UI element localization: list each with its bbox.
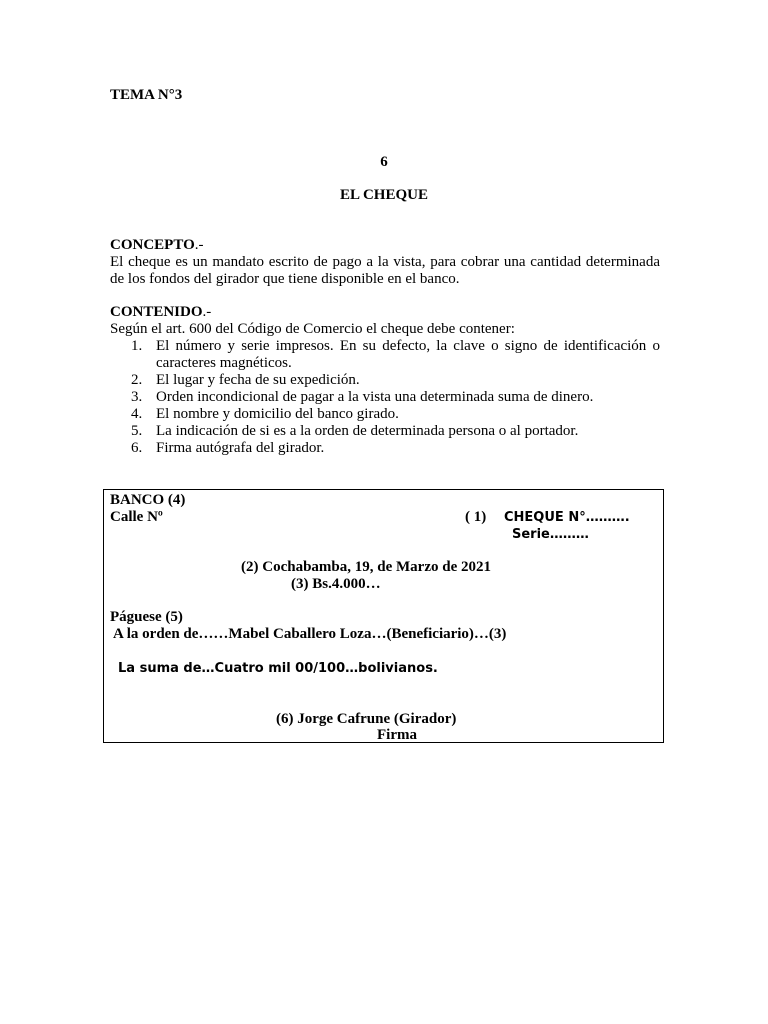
- concepto-heading-suffix: .-: [194, 237, 204, 253]
- list-text: El nombre y domicilio del banco girado.: [156, 406, 399, 422]
- list-number: 3.: [131, 389, 143, 405]
- cheque-number: CHEQUE N°……….: [504, 510, 630, 525]
- concepto-text: El cheque es un mandato escrito de pago a la vista, para cobrar una cantidad determinada de los fondos del girador que tiene disponible en el banco.: [110, 254, 660, 287]
- topic-label: TEMA N°3: [110, 87, 183, 103]
- concepto-section: [110, 237, 660, 288]
- contenido-heading: CONTENIDO: [110, 304, 203, 320]
- drawer-name: (6) Jorge Cafrune (Girador): [276, 711, 457, 727]
- contenido-section: [110, 304, 660, 457]
- list-item: [110, 338, 660, 372]
- list-text: El número y serie impresos. En su defecto, la clave o signo de identificación o caracteres magnéticos.: [156, 338, 660, 371]
- list-number: 5.: [131, 423, 143, 439]
- list-text: Orden incondicional de pagar a la vista una determinada suma de dinero.: [156, 389, 594, 405]
- page-number: 6: [380, 154, 388, 170]
- list-item: [110, 389, 660, 406]
- list-item: [110, 423, 660, 440]
- cheque-example-box: [103, 489, 664, 743]
- contenido-intro: Según el art. 600 del Código de Comercio el cheque debe contener:: [110, 321, 515, 337]
- list-number: 6.: [131, 440, 143, 456]
- contenido-heading-suffix: .-: [202, 304, 212, 320]
- list-number: 4.: [131, 406, 143, 422]
- list-text: Firma autógrafa del girador.: [156, 440, 325, 456]
- signature-label: Firma: [377, 727, 417, 743]
- concepto-heading: CONCEPTO: [110, 237, 195, 253]
- amount-in-words: La suma de…Cuatro mil 00/100…bolivianos.: [118, 661, 438, 676]
- list-text: La indicación de si es a la orden de determinada persona o al portador.: [156, 423, 579, 439]
- payee-line: A la orden de……Mabel Caballero Loza…(Beneficiario)…(3): [113, 626, 507, 642]
- list-item: [110, 406, 660, 423]
- place-date: (2) Cochabamba, 19, de Marzo de 2021: [241, 559, 491, 575]
- list-text: El lugar y fecha de su expedición.: [156, 372, 360, 388]
- pay-order-label: Páguese (5): [110, 609, 183, 625]
- cheque-ref-number: ( 1): [465, 509, 487, 525]
- list-item: [110, 372, 660, 389]
- amount: (3) Bs.4.000…: [291, 576, 381, 592]
- requirements-list: [110, 338, 660, 457]
- bank-name: BANCO (4): [110, 492, 186, 508]
- list-item: [110, 440, 660, 457]
- list-number: 2.: [131, 372, 143, 388]
- street-number: Calle Nº: [110, 509, 163, 525]
- cheque-series: Serie………: [512, 527, 589, 542]
- page-title: EL CHEQUE: [340, 187, 428, 203]
- list-number: 1.: [131, 338, 143, 354]
